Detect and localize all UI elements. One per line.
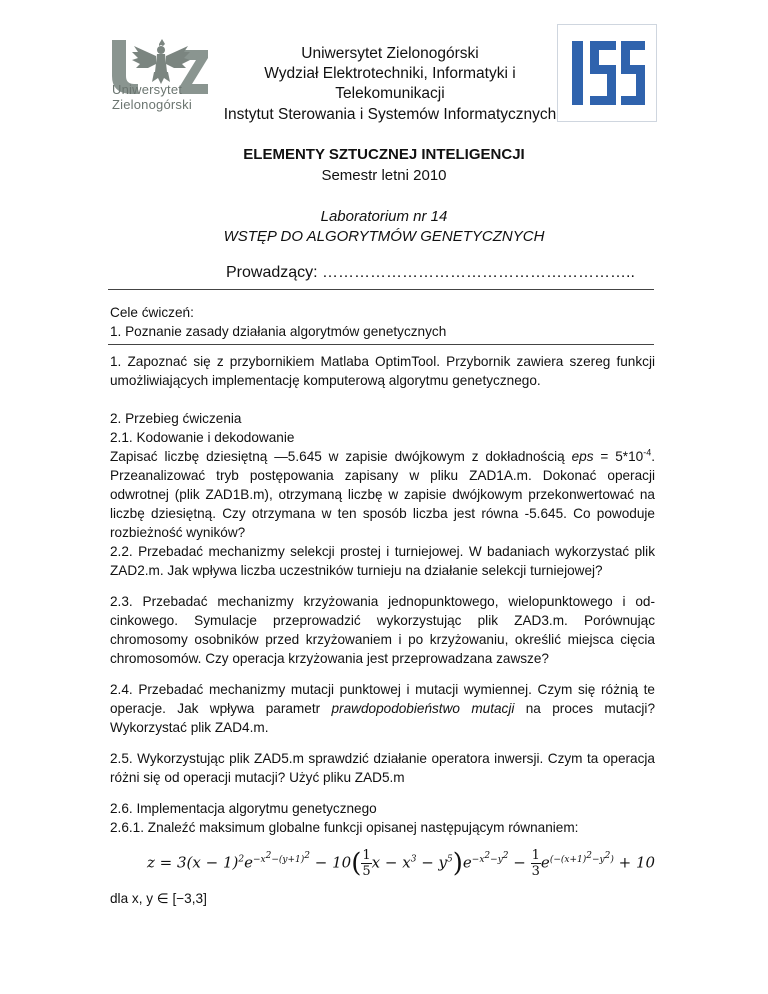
logo-text-line-1: Uniwersytet (112, 82, 183, 97)
section-2-6-1: 2.6.1. Znaleźć maksimum globalne funkcji opisanej następującym równaniem: (110, 820, 579, 835)
section-2-6-heading: 2.6. Implementacja algorytmu genetycznego (110, 801, 377, 816)
s24-emphasis: prawdopodobieństwo mutacji (331, 701, 515, 716)
faculty-name-line-1: Wydział Elektrotechniki, Informatyki i (264, 65, 516, 82)
lab-topic: WSTĘP DO ALGORYTMÓW GENETYCZNYCH (223, 228, 545, 245)
goals-section (110, 303, 655, 341)
section-2-5: 2.5. Wykorzystując plik ZAD5.m sprawdzić działanie operatora inwersji. Czym ta operacja różni się od operacji mutacji? Użyć pliku ZAD5.m (110, 751, 655, 785)
section-2-1-text (110, 447, 655, 542)
section-2 (110, 409, 655, 542)
logo-text-line-2: Zielonogórski (112, 97, 192, 112)
section-1: 1. Zapoznać się z przybornikiem Matlaba OptimTool. Przybornik zawiera szereg funkcji umożliwiających implementację komputerową algorytmu genetycznego. (110, 354, 655, 388)
section-2-6 (110, 799, 655, 837)
objective-equation: $z = 3(x - 1)^2e^{-x^2-(y+1)^2} - 10$( $\frac{1}{5}$ $x - x^3 - y^5)e^{-x^2-y^2}$ − $\frac{1}{3}$ $e^{(-(x+1)^2-y^2)} + 10$ (147, 848, 656, 879)
eps-symbol: eps (571, 449, 594, 464)
issi-logo-icon (558, 25, 656, 121)
s21-exponent: -4 (643, 447, 652, 458)
s21-part-a: Zapisać liczbę dziesiętną —5.645 w zapisie dwójkowym z dokładnością (110, 449, 572, 464)
section-2-2: 2.2. Przebadać mechanizmy selekcji prostej i turniejowej. W badaniach wykorzystać plik ZAD2.m. Jak wpływa liczba uczestników turnieju na działanie selekcji turniejowej? (110, 544, 655, 578)
university-logo-text (112, 82, 192, 112)
section-2-heading: 2. Przebieg ćwiczenia (110, 411, 242, 426)
section-2-1-heading: 2.1. Kodowanie i dekodowanie (110, 430, 295, 445)
divider-bottom (108, 344, 654, 345)
section-2-4 (110, 680, 655, 737)
institute-name: Instytut Sterowania i Systemów Informatycznych (223, 106, 557, 123)
s21-part-c: . Przeanalizować tryb postępowania zapisany w pliku ZAD1A.m. Dokonać operacji odwrotnej (plik ZAD1B.m), otrzymaną liczbę w zapisie dwójkowym przekonwertować na liczbę dziesiętną. Czy otrzymana w ten sposób liczba jest równa -5.645. Co powoduje rozbieżność wyników? (110, 449, 655, 540)
s21-part-b: = 5*10 (593, 449, 644, 464)
course-title: ELEMENTY SZTUCZNEJ INTELIGENCJI (243, 146, 525, 163)
s24-part-a: 2.4. Przebadać mechanizmy mutacji punktowej i mutacji wymiennej. Czym się różnią te operacje. Jak wpływa parametr (110, 682, 655, 716)
divider-top (108, 289, 654, 290)
semester: Semestr letni 2010 (321, 167, 447, 184)
goals-item-1: 1. Poznanie zasady działania algorytmów genetycznych (110, 324, 447, 339)
goals-heading: Cele ćwiczeń: (110, 305, 194, 320)
institute-logo (557, 24, 657, 122)
section-2-3: 2.3. Przebadać mechanizmy krzyżowania jednopunktowego, wielopunktowego i od-cinkowego. Symulacje przeprowadzić wykorzystując plik ZAD3.m. Porównując chromosomy osobników przed krzyżowaniem i po krzyżowaniu, określić miejsca cięcia chromosomów. Czy operacja krzyżowania jest przeprowadzana zawsze? (110, 594, 655, 666)
university-name: Uniwersytet Zielonogórski (301, 45, 479, 62)
instructor-line: Prowadzący: ………………………………………………….. (226, 264, 635, 281)
faculty-name-line-2: Telekomunikacji (335, 85, 445, 102)
lab-number: Laboratorium nr 14 (320, 208, 448, 225)
domain-statement: dla x, y ∈ [−3,3] (110, 891, 207, 906)
s24-part-b: na proces mutacji? Wykorzystać plik ZAD4.m. (110, 701, 656, 735)
